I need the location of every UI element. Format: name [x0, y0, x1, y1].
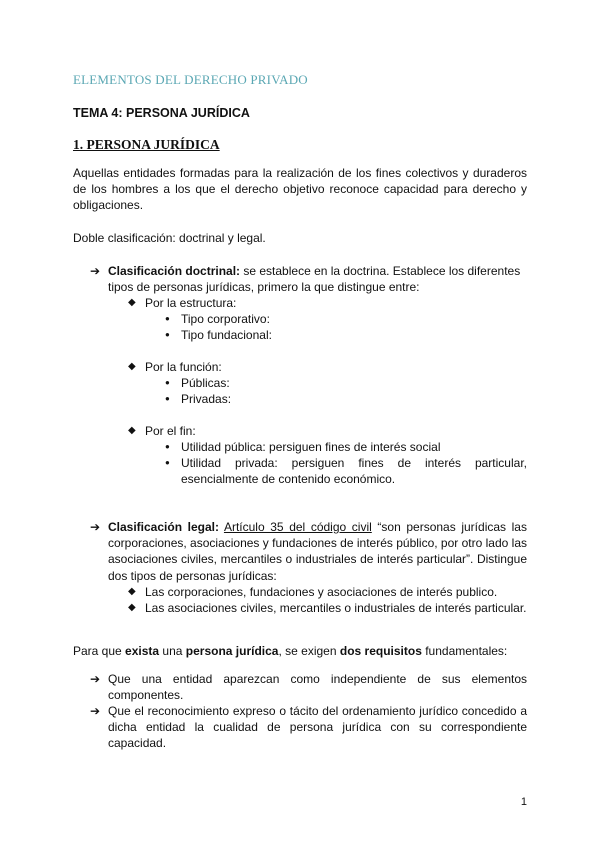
arrow-bullet-icon: ➔ — [90, 672, 101, 686]
list-item: Utilidad pública: persiguen fines de interés social — [181, 440, 441, 454]
doctrinal-classification — [108, 263, 527, 295]
bold-run: persona jurídica — [185, 644, 279, 658]
list-item: Tipo corporativo: — [181, 312, 270, 326]
group-label: Por la función: — [145, 360, 222, 374]
bold-run: dos requisitos — [339, 644, 422, 658]
legal-label: Clasificación legal: — [108, 520, 219, 534]
list-item: Que una entidad aparezcan como independiente de sus elementos componentes. — [108, 672, 527, 703]
text-run: una — [159, 644, 186, 658]
topic-title: TEMA 4: PERSONA JURÍDICA — [73, 106, 250, 120]
diamond-bullet-icon: ◆ — [128, 361, 136, 372]
group-label: Por el fin: — [145, 424, 196, 438]
dot-bullet-icon: ● — [165, 378, 170, 387]
arrow-bullet-icon: ➔ — [90, 264, 101, 278]
diamond-bullet-icon: ◆ — [128, 602, 136, 613]
dot-bullet-icon: ● — [165, 330, 170, 339]
diamond-bullet-icon: ◆ — [128, 586, 136, 597]
arrow-bullet-icon: ➔ — [90, 704, 101, 718]
course-title: ELEMENTOS DEL DERECHO PRIVADO — [73, 72, 308, 87]
text-run: , se exigen — [278, 644, 340, 658]
requirements-intro — [73, 643, 507, 659]
dot-bullet-icon: ● — [165, 314, 170, 323]
list-item: Las asociaciones civiles, mercantiles o industriales de interés particular. — [145, 601, 527, 615]
bold-run: exista — [125, 644, 160, 658]
list-item: Las corporaciones, fundaciones y asociaciones de interés publico. — [145, 585, 498, 599]
legal-classification — [108, 519, 527, 584]
list-item: Públicas: — [181, 376, 230, 390]
list-item: Que el reconocimiento expreso o tácito del ordenamiento jurídico concedido a dicha entidad la cualidad de persona jurídica con su correspondiente capacidad. — [108, 704, 527, 751]
group-label: Por la estructura: — [145, 296, 237, 310]
intro-paragraph: Aquellas entidades formadas para la realización de los fines colectivos y duraderos de los hombres a los que el derecho objetivo reconoce capacidad para derecho y obligaciones. — [73, 166, 527, 213]
dot-bullet-icon: ● — [165, 442, 170, 451]
text-run: Para que — [73, 644, 126, 658]
doctrinal-text: se establece en la doctrina. Establece los diferentes tipos de personas jurídicas, primero la que distingue entre: — [108, 264, 521, 295]
list-item: Utilidad privada: persiguen fines de interés particular, esencialmente de contenido económico. — [181, 456, 527, 487]
double-classification: Doble clasificación: doctrinal y legal. — [73, 231, 266, 245]
text-run: fundamentales: — [421, 644, 508, 658]
civil-code-article: Artículo 35 del código civil — [223, 520, 372, 534]
arrow-bullet-icon: ➔ — [90, 520, 101, 534]
doctrinal-label: Clasificación doctrinal: — [108, 264, 241, 278]
dot-bullet-icon: ● — [165, 394, 170, 403]
list-item: Privadas: — [181, 392, 232, 406]
list-item: Tipo fundacional: — [181, 328, 272, 342]
dot-bullet-icon: ● — [165, 458, 170, 467]
diamond-bullet-icon: ◆ — [128, 297, 136, 308]
section-heading: 1. PERSONA JURÍDICA — [73, 137, 220, 152]
diamond-bullet-icon: ◆ — [128, 425, 136, 436]
legal-text: “son personas jurídicas las corporaciones, asociaciones y fundaciones de interés público, por otro lado las asociaciones civiles, mercantiles o industriales de interés particular”. Distingue dos tipos de personas jurídicas: — [108, 520, 527, 583]
page-number: 1 — [520, 796, 527, 808]
